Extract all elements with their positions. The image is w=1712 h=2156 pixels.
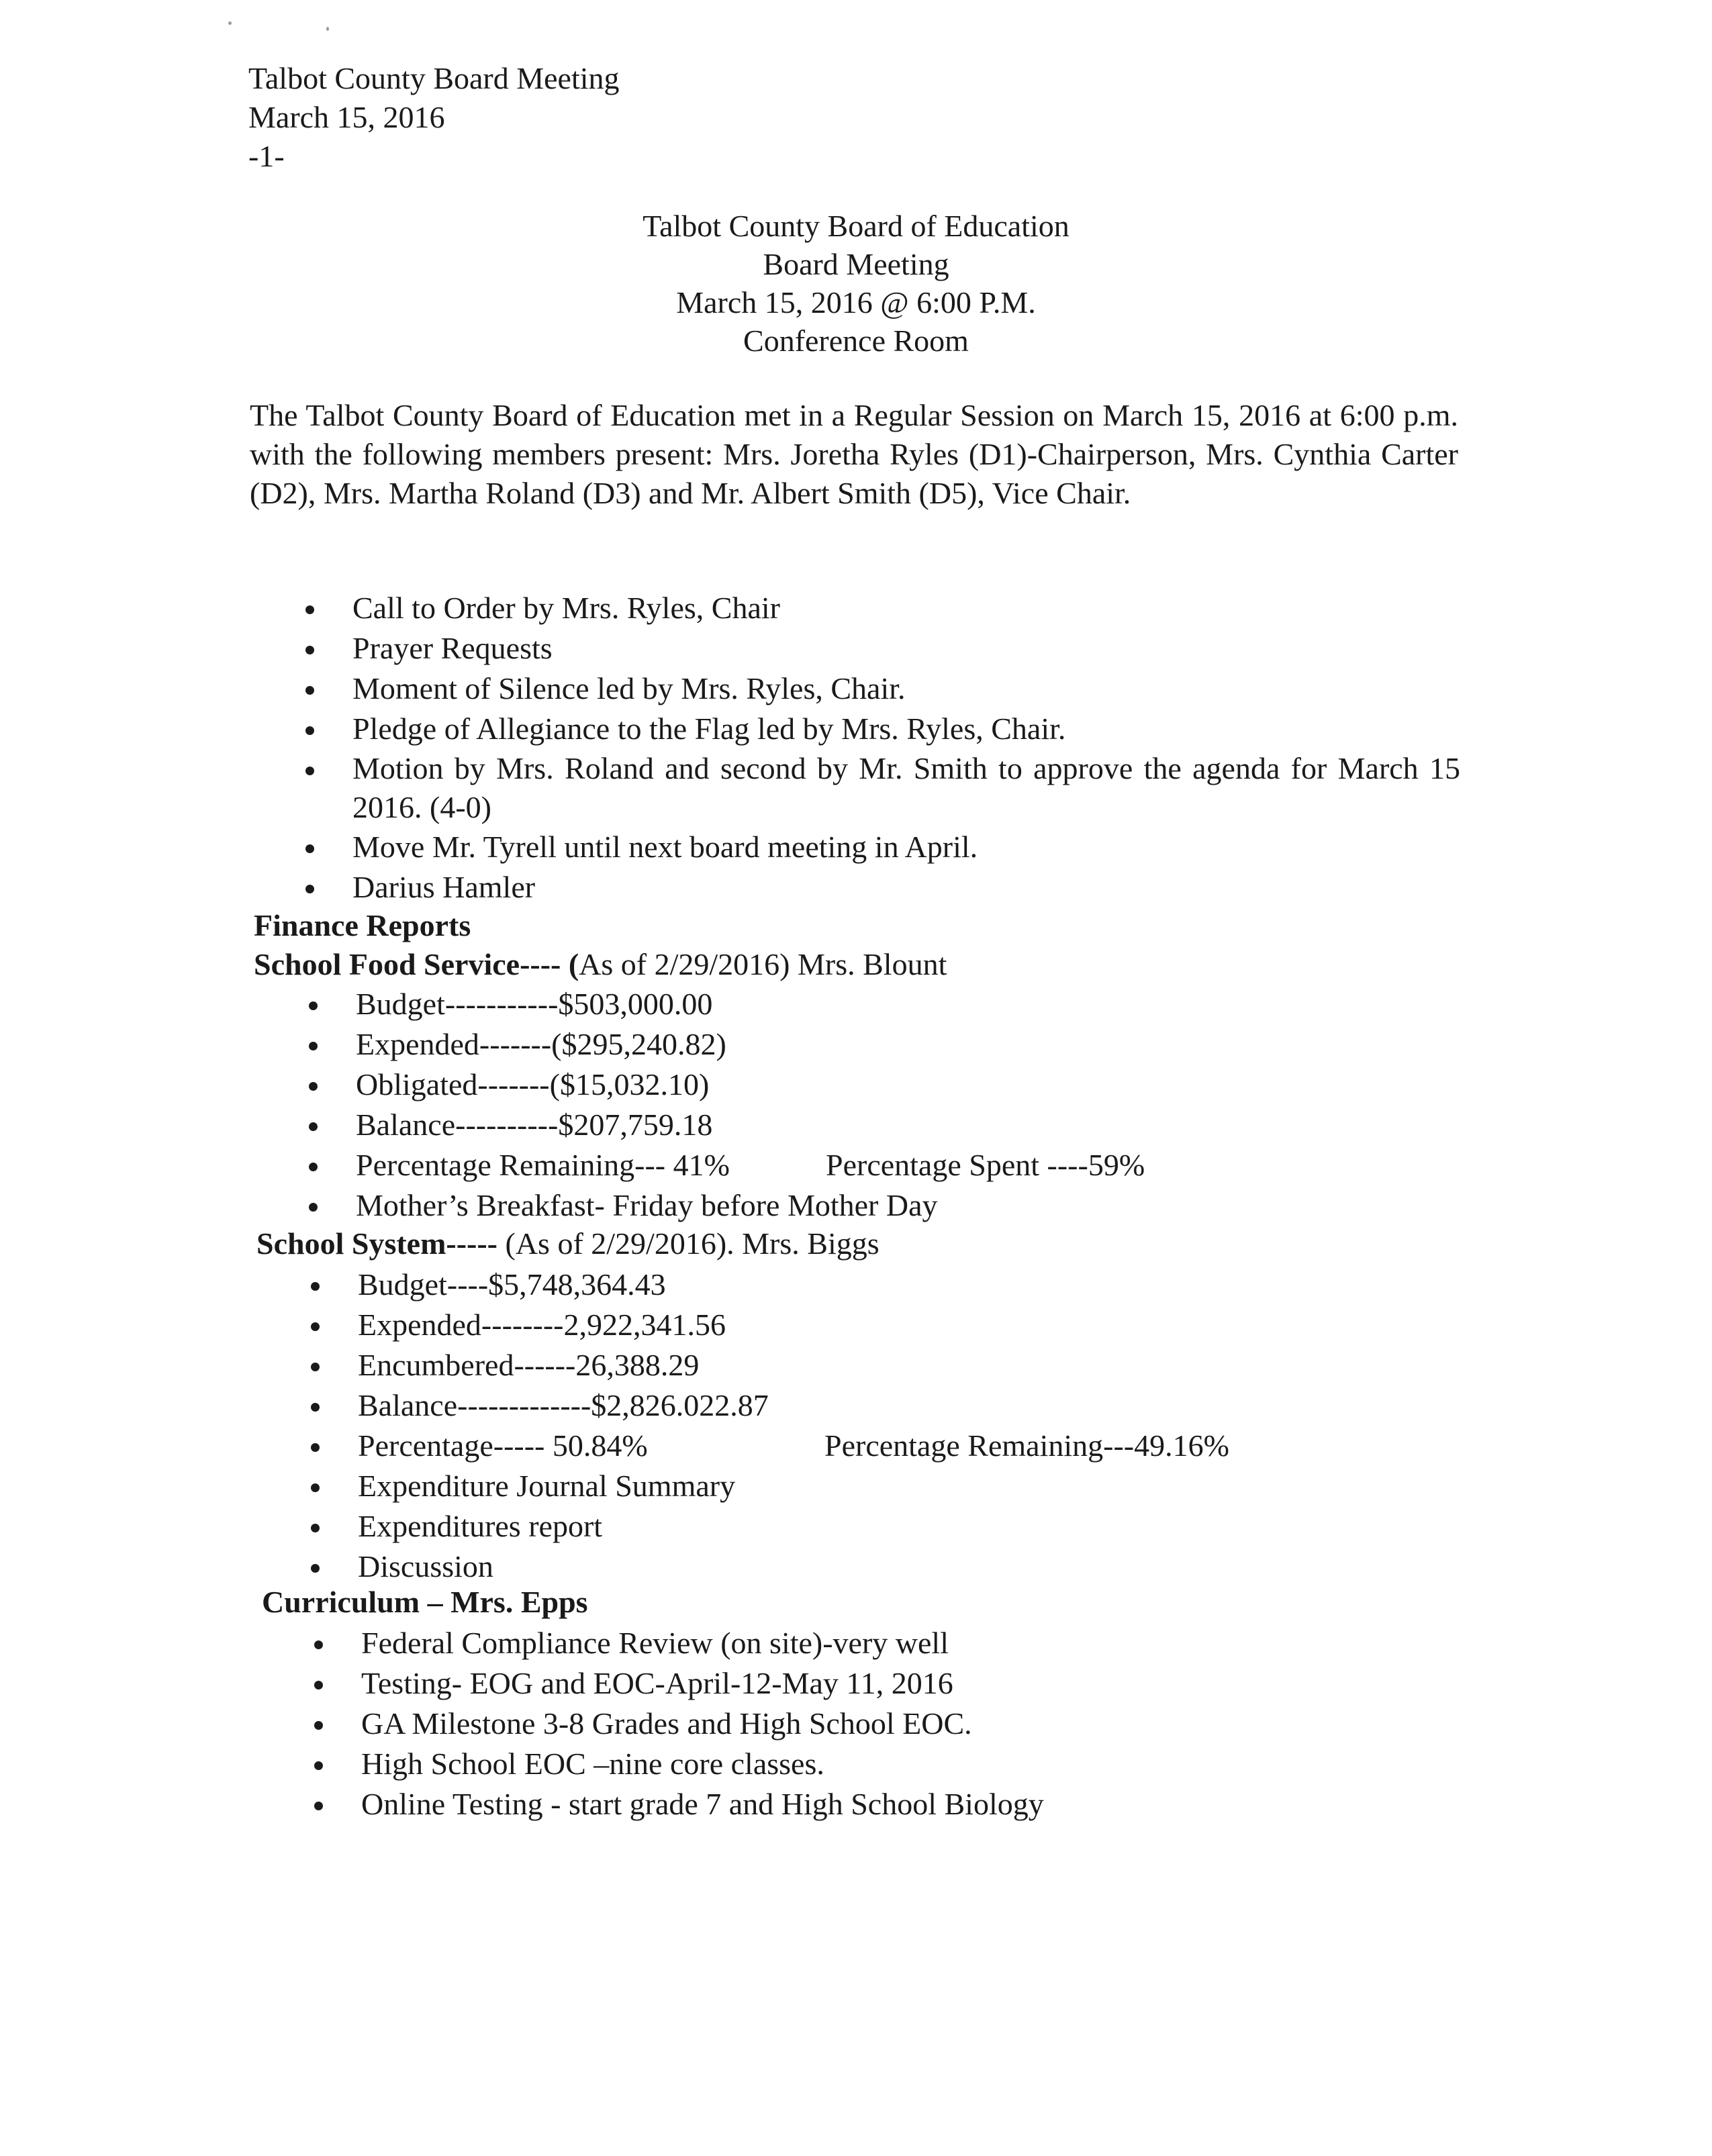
list-item: Federal Compliance Review (on site)-very well (361, 1623, 1044, 1663)
list-item: High School EOC –nine core classes. (361, 1744, 1044, 1784)
list-item: Discussion (358, 1547, 1229, 1587)
list-item: Prayer Requests (352, 628, 1460, 669)
page-number: -1- (248, 139, 285, 173)
list-item: Encumbered------26,388.29 (358, 1345, 1229, 1385)
list-item: Balance----------$207,759.18 (356, 1105, 1145, 1145)
list-item: Pledge of Allegiance to the Flag led by Mrs. Ryles, Chair. (352, 709, 1460, 749)
intro-paragraph: The Talbot County Board of Education met in a Regular Session on March 15, 2016 at 6:00 p.m. with the following members present: Mrs. Joretha Ryles (D1)-Chairperson, Mrs. Cynthia Carter (D2), Mrs. Martha Roland (D3) and Mr. Albert Smith (D5), Vice Chair. (250, 398, 1458, 510)
food-service-label: School Food Service---- ( (254, 947, 579, 981)
curriculum-heading: Curriculum – Mrs. Epps (262, 1585, 588, 1619)
list-item: Testing- EOG and EOC-April-12-May 11, 2016 (361, 1663, 1044, 1704)
list-item: Balance-------------$2,826.022.87 (358, 1385, 1229, 1426)
school-system-heading (256, 1224, 879, 1263)
scan-speck (326, 27, 329, 31)
food-pct-remaining: Percentage Remaining--- 41% (356, 1148, 730, 1182)
list-item (358, 1426, 1229, 1466)
running-header (248, 59, 620, 176)
title-line-location: Conference Room (743, 324, 969, 358)
school-system-detail: (As of 2/29/2016). Mrs. Biggs (497, 1226, 879, 1261)
food-service-detail: As of 2/29/2016) Mrs. Blount (579, 947, 947, 981)
header-date: March 15, 2016 (248, 100, 445, 134)
list-item: GA Milestone 3-8 Grades and High School EOC. (361, 1704, 1044, 1744)
list-item: Expended--------2,922,341.56 (358, 1305, 1229, 1345)
list-item: Moment of Silence led by Mrs. Ryles, Chair. (352, 669, 1460, 709)
list-item: Motion by Mrs. Roland and second by Mr. Smith to approve the agenda for March 15 2016. (4-0) (352, 749, 1460, 827)
list-item: Budget----$5,748,364.43 (358, 1265, 1229, 1305)
food-service-heading (254, 945, 947, 984)
list-item: Expenditures report (358, 1506, 1229, 1547)
title-line-meeting: Board Meeting (763, 247, 949, 281)
opening-items-list (352, 588, 1460, 908)
food-service-list (356, 984, 1145, 1226)
school-system-list (358, 1265, 1229, 1587)
curriculum-list (361, 1623, 1044, 1824)
title-line-datetime: March 15, 2016 @ 6:00 P.M. (676, 285, 1036, 320)
system-pct: Percentage----- 50.84% (358, 1428, 648, 1463)
list-item (356, 1145, 1145, 1185)
list-item: Online Testing - start grade 7 and High School Biology (361, 1784, 1044, 1824)
list-item: Call to Order by Mrs. Ryles, Chair (352, 588, 1460, 628)
school-system-label: School System----- (256, 1226, 497, 1261)
document-title (0, 207, 1712, 360)
scan-speck (228, 21, 232, 25)
list-item: Obligated-------($15,032.10) (356, 1065, 1145, 1105)
list-item: Darius Hamler (352, 867, 1460, 908)
header-title: Talbot County Board Meeting (248, 61, 620, 95)
title-line-organization: Talbot County Board of Education (643, 209, 1069, 243)
list-item: Budget-----------$503,000.00 (356, 984, 1145, 1024)
system-pct-remaining: Percentage Remaining---49.16% (824, 1428, 1229, 1463)
list-item: Move Mr. Tyrell until next board meeting in April. (352, 827, 1460, 867)
list-item: Expenditure Journal Summary (358, 1466, 1229, 1506)
food-pct-spent: Percentage Spent ----59% (826, 1148, 1145, 1182)
list-item: Expended-------($295,240.82) (356, 1024, 1145, 1065)
list-item: Mother’s Breakfast- Friday before Mother Day (356, 1185, 1145, 1226)
finance-heading: Finance Reports (254, 908, 471, 942)
